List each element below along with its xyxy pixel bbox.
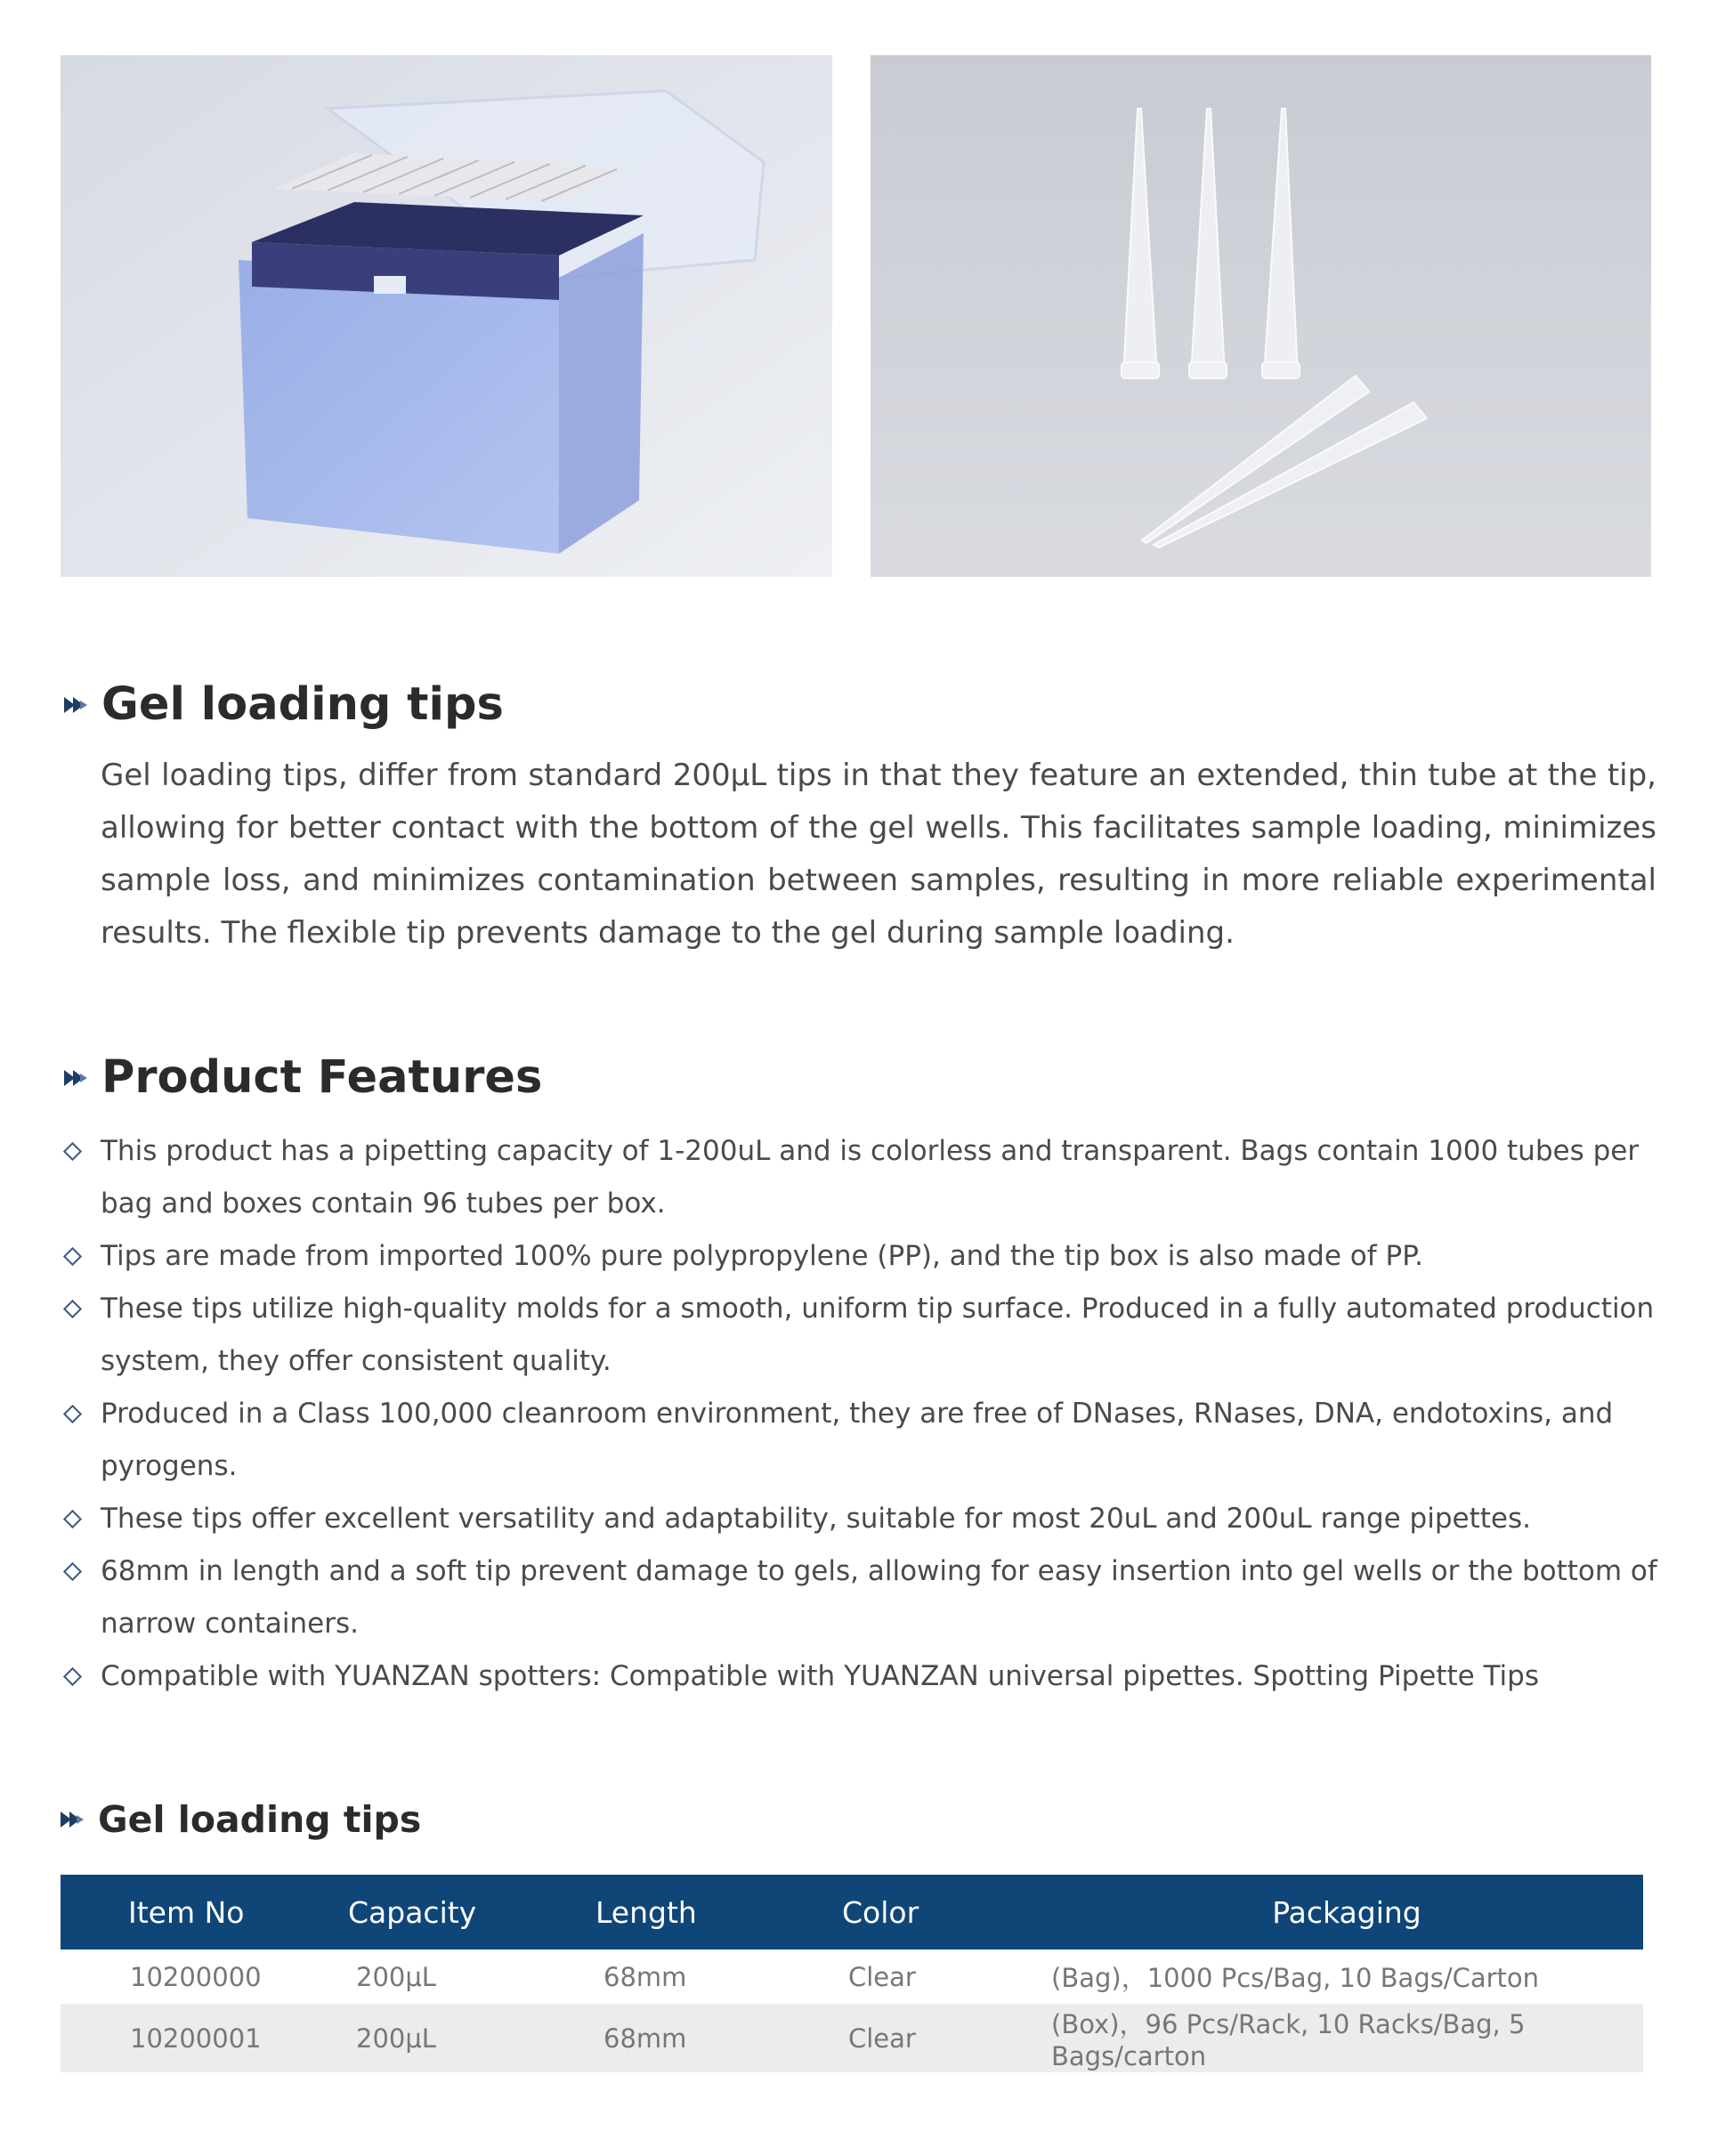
header-color: Color (841, 1875, 1050, 1949)
spec-table (61, 1875, 1643, 2072)
gel-tips-illustration (871, 55, 1651, 577)
diamond-bullet-icon (63, 1667, 82, 1686)
header-item-no: Item No (61, 1875, 347, 1949)
double-arrow-icon (64, 1068, 89, 1088)
tip-box-photo (61, 55, 832, 577)
list-item: 68mm in length and a soft tip prevent damage to gels, allowing for easy insertion into gel wells or the bottom of narrow containers. (61, 1545, 1663, 1650)
list-item: Compatible with YUANZAN spotters: Compatible with YUANZAN universal pipettes. Spotting Pipette Tips (61, 1650, 1663, 1703)
table-header-row (61, 1875, 1643, 1949)
table-row (61, 1949, 1643, 2004)
header-packaging: Packaging (1050, 1875, 1643, 1949)
double-arrow-icon (61, 1810, 85, 1829)
intro-title: Gel loading tips (101, 678, 504, 731)
diamond-bullet-icon (63, 1247, 82, 1266)
tip-box-illustration (61, 55, 832, 577)
list-item: Produced in a Class 100,000 cleanroom environment, they are free of DNases, RNases, DNA, endotoxins, and pyrogens. (61, 1388, 1663, 1493)
features-heading (64, 1051, 542, 1104)
diamond-bullet-icon (63, 1562, 82, 1581)
list-item: Tips are made from imported 100% pure polypropylene (PP), and the tip box is also made of PP. (61, 1230, 1663, 1283)
cell-capacity: 200μL (347, 2004, 595, 2072)
intro-paragraph: Gel loading tips, differ from standard 200μL tips in that they feature an extended, thin tube at the tip, allowing for better contact with the bottom of the gel wells. This facilitates sample loading, minimizes sample loss, and minimizes contamination between samples, resulting in more reliable experimental results. The flexible tip prevents damage to the gel during sample loading. (101, 758, 1656, 951)
diamond-bullet-icon (63, 1300, 82, 1318)
list-item: These tips utilize high-quality molds for a smooth, uniform tip surface. Produced in a fully automated production system, they offer consistent quality. (61, 1283, 1663, 1388)
list-item: This product has a pipetting capacity of 1-200uL and is colorless and transparent. Bags contain 1000 tubes per bag and boxes contain 96 tubes per box. (61, 1125, 1663, 1230)
table-title: Gel loading tips (98, 1798, 422, 1841)
cell-length: 68mm (595, 2004, 841, 2072)
diamond-bullet-icon (63, 1142, 82, 1161)
cell-item-no: 10200000 (130, 1961, 262, 1992)
cell-color: Clear (848, 1961, 916, 1992)
cell-capacity: 200μL (356, 1961, 436, 1992)
cell-length: 68mm (603, 1961, 687, 1992)
cell-color: Clear (841, 2004, 1050, 2072)
table-heading (61, 1798, 421, 1841)
cell-packaging: (Box)，96 Pcs/Rack, 10 Racks/Bag, 5 Bags/carton (1050, 2004, 1643, 2072)
table-row (61, 2004, 1643, 2072)
header-capacity: Capacity (347, 1875, 595, 1949)
diamond-bullet-icon (63, 1510, 82, 1528)
features-list (61, 1125, 1663, 1703)
list-item: These tips offer excellent versatility and adaptability, suitable for most 20uL and 200uL range pipettes. (61, 1493, 1663, 1545)
cell-packaging: (Bag)，1000 Pcs/Bag, 10 Bags/Carton (1051, 1963, 1540, 1993)
gel-tips-photo (871, 55, 1651, 577)
double-arrow-icon (64, 695, 89, 715)
features-title: Product Features (101, 1051, 543, 1104)
diamond-bullet-icon (63, 1405, 82, 1423)
header-length: Length (595, 1875, 841, 1949)
cell-item-no: 10200001 (61, 2004, 347, 2072)
intro-heading (64, 678, 504, 731)
